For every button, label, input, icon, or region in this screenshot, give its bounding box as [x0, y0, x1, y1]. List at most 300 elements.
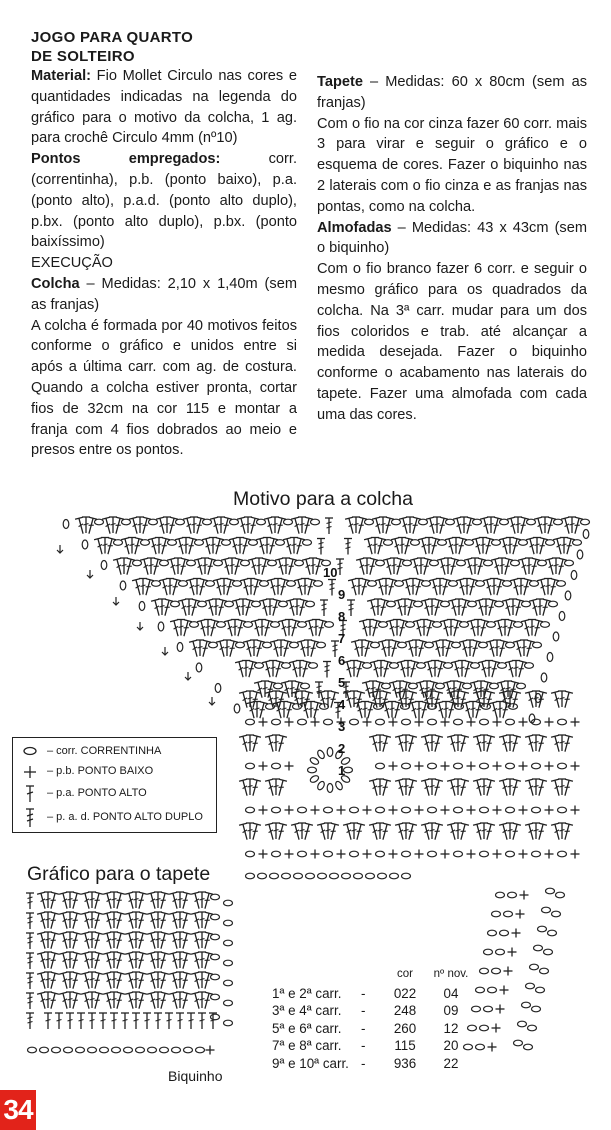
plus-stitch-icon — [285, 762, 294, 771]
page-number-badge: 34 — [0, 1090, 36, 1130]
pontos-label: Pontos empregados: — [31, 151, 221, 168]
row-dash: - — [361, 1038, 366, 1053]
dc-stitch-icon — [494, 620, 506, 638]
chain-stitch-icon — [480, 807, 489, 813]
chain-stitch-icon — [403, 560, 412, 566]
chain-stitch-icon — [28, 1047, 37, 1053]
chain-stitch-icon — [287, 581, 296, 587]
chain-stitch-icon — [538, 560, 547, 566]
plus-stitch-icon — [363, 850, 372, 859]
dc-stitch-icon — [348, 579, 360, 597]
tr-stitch-icon — [323, 662, 331, 678]
chain-stitch-icon — [476, 1044, 485, 1050]
dc-stitch-icon — [405, 640, 417, 658]
chain-stitch-icon — [298, 622, 307, 628]
chain-stitch-icon — [556, 892, 565, 898]
chain-stitch-icon — [411, 540, 420, 546]
execucao-heading: EXECUÇÃO — [31, 255, 113, 272]
chain-stitch-icon — [528, 1025, 537, 1031]
dc-stitch-icon — [178, 599, 190, 617]
dc-stitch-icon — [235, 661, 247, 679]
dc-stitch-icon — [379, 735, 391, 753]
dc-stitch-icon — [447, 823, 459, 841]
dc-stitch-icon — [157, 912, 169, 930]
dc-stitch-icon — [551, 691, 563, 709]
double-crochet-icon — [21, 784, 39, 804]
tr-stitch-icon — [26, 893, 34, 909]
dc-stitch-icon — [81, 992, 93, 1010]
chain-stitch-icon — [215, 684, 221, 693]
chain-stitch-icon — [276, 540, 285, 546]
chain-stitch-icon — [203, 519, 212, 525]
chain-stitch-icon — [506, 807, 515, 813]
chain-stitch-icon — [271, 622, 280, 628]
dc-stitch-icon — [535, 735, 547, 753]
dc-stitch-icon — [367, 599, 379, 617]
dc-stitch-icon — [59, 932, 71, 950]
plus-stitch-icon — [415, 762, 424, 771]
plus-stitch-icon — [311, 718, 320, 727]
dc-stitch-icon — [239, 823, 251, 841]
chain-stitch-icon — [311, 519, 320, 525]
chain-stitch-icon — [376, 560, 385, 566]
dc-stitch-icon — [169, 972, 181, 990]
plus-stitch-icon — [519, 718, 528, 727]
chain-stitch-icon — [465, 540, 474, 546]
row-nov: 20 — [443, 1038, 459, 1053]
dc-stitch-icon — [278, 620, 290, 638]
dc-stitch-icon — [221, 558, 233, 576]
dc-stitch-icon — [294, 579, 306, 597]
chain-stitch-icon — [473, 519, 482, 525]
dc-stitch-icon — [369, 779, 381, 797]
dc-stitch-icon — [379, 823, 391, 841]
plus-stitch-icon — [500, 986, 509, 995]
chain-stitch-icon — [422, 581, 431, 587]
chain-stitch-icon — [552, 911, 561, 917]
dc-stitch-icon — [395, 823, 407, 841]
chain-stitch-icon — [211, 974, 220, 980]
dc-stitch-icon — [175, 538, 187, 556]
chain-stitch-icon — [495, 601, 504, 607]
chain-stitch-icon — [260, 581, 269, 587]
chain-stitch-icon — [301, 683, 310, 689]
chain-stitch-icon — [298, 719, 307, 725]
plus-stitch-icon — [415, 850, 424, 859]
dc-stitch-icon — [351, 640, 363, 658]
chain-stitch-icon — [249, 540, 258, 546]
dc-stitch-icon — [191, 912, 203, 930]
chain-stitch-icon — [258, 873, 267, 879]
chain-stitch-icon — [506, 851, 515, 857]
chain-stitch-icon — [549, 601, 558, 607]
chain-stitch-icon — [480, 968, 489, 974]
dc-stitch-icon — [275, 558, 287, 576]
dc-stitch-icon — [525, 779, 537, 797]
chain-stitch-icon — [506, 719, 515, 725]
chain-stitch-icon — [571, 571, 577, 580]
tr-stitch-icon — [325, 518, 333, 534]
chain-stitch-icon — [428, 763, 437, 769]
chain-stitch-icon — [508, 892, 517, 898]
chain-stitch-icon — [224, 980, 233, 986]
dc-stitch-icon — [151, 599, 163, 617]
legend-text: – p.a. PONTO ALTO — [47, 787, 147, 799]
chain-stitch-icon — [294, 873, 303, 879]
dc-stitch-icon — [402, 579, 414, 597]
dc-stitch-icon — [499, 779, 511, 797]
tapete-crochet-chart — [26, 892, 233, 1055]
chain-stitch-icon — [480, 1025, 489, 1031]
dc-stitch-icon — [169, 912, 181, 930]
chain-stitch-icon — [514, 622, 523, 628]
chain-stitch-icon — [88, 1047, 97, 1053]
plus-stitch-icon — [389, 718, 398, 727]
legend-item-treble — [13, 808, 213, 828]
chain-stitch-icon — [490, 683, 499, 689]
tr-stitch-icon — [344, 539, 352, 555]
chain-stitch-icon — [354, 873, 363, 879]
dc-stitch-icon — [421, 599, 433, 617]
chain-stitch-icon — [546, 540, 555, 546]
dc-stitch-icon — [113, 912, 125, 930]
dc-stitch-icon — [249, 735, 261, 753]
plus-stitch-icon — [571, 762, 580, 771]
dc-stitch-icon — [135, 952, 147, 970]
chain-stitch-icon — [482, 704, 491, 710]
dc-stitch-icon — [499, 735, 511, 753]
chain-stitch-icon — [376, 851, 385, 857]
plus-stitch-icon — [493, 762, 502, 771]
dc-stitch-icon — [47, 892, 59, 910]
dc-stitch-icon — [410, 558, 422, 576]
chain-stitch-icon — [272, 763, 281, 769]
dc-stitch-icon — [191, 932, 203, 950]
chain-stitch-icon — [559, 612, 565, 621]
dc-stitch-icon — [534, 517, 546, 535]
chain-stitch-icon — [272, 807, 281, 813]
dc-stitch-icon — [561, 779, 573, 797]
chain-stitch-icon — [133, 560, 142, 566]
plus-stitch-icon — [441, 850, 450, 859]
dc-stitch-icon — [157, 932, 169, 950]
chain-stitch-icon — [387, 601, 396, 607]
dc-stitch-icon — [561, 691, 573, 709]
chain-stitch-icon — [350, 807, 359, 813]
chain-stitch-icon — [295, 560, 304, 566]
dc-stitch-icon — [135, 992, 147, 1010]
dc-stitch-icon — [103, 912, 115, 930]
dc-stitch-icon — [37, 912, 49, 930]
plus-stitch-icon — [285, 850, 294, 859]
material-text: Fio Mollet Circulo nas cores e quantidades indicadas na legenda do gráfico para o motivo da colcha, 1 ag. para crochê Circulo 4mm (nº10) — [31, 68, 297, 147]
chain-stitch-icon — [398, 642, 407, 648]
dc-stitch-icon — [113, 932, 125, 950]
dc-stitch-icon — [370, 661, 382, 679]
dc-stitch-icon — [345, 517, 357, 535]
dc-stitch-icon — [472, 538, 484, 556]
dc-stitch-icon — [91, 892, 103, 910]
dc-stitch-icon — [383, 558, 395, 576]
chain-stitch-icon — [430, 560, 439, 566]
dc-stitch-icon — [132, 579, 144, 597]
chain-stitch-icon — [374, 704, 383, 710]
chain-stitch-icon — [463, 683, 472, 689]
plus-stitch-icon — [519, 806, 528, 815]
dc-stitch-icon — [69, 952, 81, 970]
dc-stitch-icon — [129, 517, 141, 535]
chain-stitch-icon — [471, 663, 480, 669]
round-number-label: 3 — [338, 719, 346, 734]
row-label: 9ª e 10ª carr. — [272, 1055, 349, 1071]
dc-stitch-icon — [44, 1013, 52, 1029]
chain-stitch-icon — [546, 888, 555, 894]
dc-stitch-icon — [135, 912, 147, 930]
chain-stitch-icon — [484, 949, 493, 955]
plus-stitch-icon — [571, 850, 580, 859]
dc-stitch-icon — [169, 892, 181, 910]
tr-stitch-icon — [347, 600, 355, 616]
colcha-label: Colcha — [31, 275, 80, 292]
dc-stitch-icon — [483, 779, 495, 797]
chain-stitch-icon — [504, 911, 513, 917]
dc-stitch-icon — [413, 620, 425, 638]
dc-stitch-icon — [243, 640, 255, 658]
chain-stitch-icon — [417, 663, 426, 669]
chain-stitch-icon — [76, 1047, 85, 1053]
chain-stitch-icon — [376, 763, 385, 769]
dc-stitch-icon — [459, 640, 471, 658]
dc-stitch-icon — [91, 932, 103, 950]
chain-stitch-icon — [468, 601, 477, 607]
plus-stitch-icon — [519, 762, 528, 771]
arrow-icon — [209, 697, 215, 705]
chain-stitch-icon — [533, 642, 542, 648]
chain-stitch-icon — [324, 719, 333, 725]
dc-stitch-icon — [132, 1013, 140, 1029]
dc-stitch-icon — [362, 681, 374, 699]
chain-stitch-icon — [141, 540, 150, 546]
chain-stitch-icon — [428, 807, 437, 813]
plus-stitch-icon — [571, 806, 580, 815]
chain-stitch-icon — [324, 807, 333, 813]
chain-stitch-icon — [402, 807, 411, 813]
chain-stitch-icon — [522, 1002, 531, 1008]
dc-stitch-icon — [513, 640, 525, 658]
dc-stitch-icon — [113, 972, 125, 990]
chain-stitch-icon — [217, 622, 226, 628]
dc-stitch-icon — [509, 735, 521, 753]
chain-stitch-icon — [548, 930, 557, 936]
chain-stitch-icon — [224, 1020, 233, 1026]
chain-stitch-icon — [327, 748, 333, 757]
dc-stitch-icon — [69, 972, 81, 990]
chain-stitch-icon — [309, 774, 320, 783]
dc-stitch-icon — [521, 620, 533, 638]
dc-stitch-icon — [478, 661, 490, 679]
chain-stitch-icon — [211, 1014, 220, 1020]
row-cor: 260 — [393, 1020, 417, 1036]
dc-stitch-icon — [75, 517, 87, 535]
dc-stitch-icon — [525, 735, 537, 753]
chain-stitch-icon — [298, 851, 307, 857]
dc-stitch-icon — [445, 538, 457, 556]
dc-stitch-icon — [375, 579, 387, 597]
dc-stitch-icon — [191, 972, 203, 990]
plus-stitch-icon — [311, 806, 320, 815]
chain-stitch-icon — [64, 1047, 73, 1053]
dc-stitch-icon — [379, 779, 391, 797]
chain-stitch-icon — [101, 561, 107, 570]
dc-stitch-icon — [275, 735, 287, 753]
dc-stitch-icon — [507, 517, 519, 535]
dc-stitch-icon — [551, 735, 563, 753]
chain-stitch-icon — [317, 642, 326, 648]
plus-stitch-icon — [493, 718, 502, 727]
chain-stitch-icon — [530, 581, 539, 587]
chain-stitch-icon — [40, 1047, 49, 1053]
row-dash: - — [361, 1055, 366, 1071]
dc-stitch-icon — [561, 517, 573, 535]
dc-stitch-icon — [179, 952, 191, 970]
dc-stitch-icon — [426, 517, 438, 535]
chain-stitch-icon — [342, 873, 351, 879]
dc-stitch-icon — [389, 681, 401, 699]
dc-stitch-icon — [156, 517, 168, 535]
dc-stitch-icon — [157, 952, 169, 970]
arrow-icon — [113, 597, 119, 605]
chain-stitch-icon — [527, 519, 536, 525]
chain-stitch-icon — [476, 581, 485, 587]
dc-stitch-icon — [135, 892, 147, 910]
chain-stitch-icon — [514, 1040, 523, 1046]
dc-stitch-icon — [437, 558, 449, 576]
dc-stitch-icon — [283, 538, 295, 556]
plus-stitch-icon — [496, 1005, 505, 1014]
round-number-label: 7 — [338, 631, 346, 646]
dc-stitch-icon — [561, 735, 573, 753]
chain-stitch-icon — [446, 519, 455, 525]
dc-stitch-icon — [239, 735, 251, 753]
chain-stitch-icon — [257, 519, 266, 525]
plus-stitch-icon — [389, 762, 398, 771]
chain-stitch-icon — [530, 964, 539, 970]
dc-stitch-icon — [157, 972, 169, 990]
dc-stitch-icon — [356, 558, 368, 576]
dc-stitch-icon — [262, 661, 274, 679]
chain-stitch-icon — [211, 894, 220, 900]
chain-stitch-icon — [544, 949, 553, 955]
chain-stitch-icon — [402, 719, 411, 725]
chain-stitch-icon — [480, 763, 489, 769]
chain-stitch-icon — [160, 1047, 169, 1053]
dc-stitch-icon — [121, 538, 133, 556]
tr-stitch-icon — [26, 1013, 34, 1029]
chain-stitch-icon — [452, 642, 461, 648]
dc-stitch-icon — [251, 620, 263, 638]
dc-stitch-icon — [505, 661, 517, 679]
dc-stitch-icon — [103, 972, 115, 990]
chain-stitch-icon — [211, 994, 220, 1000]
dc-stitch-icon — [480, 517, 492, 535]
legend-item-single — [13, 762, 213, 782]
chain-stitch-icon — [252, 601, 261, 607]
dc-stitch-icon — [88, 1013, 96, 1029]
dc-stitch-icon — [37, 892, 49, 910]
chain-stitch-icon — [172, 1047, 181, 1053]
dc-stitch-icon — [147, 892, 159, 910]
chain-stitch-icon — [522, 601, 531, 607]
plus-stitch-icon — [259, 850, 268, 859]
chain-stitch-icon — [554, 519, 563, 525]
plus-stitch-icon — [492, 1024, 501, 1033]
chain-stitch-icon — [441, 601, 450, 607]
dc-stitch-icon — [273, 702, 285, 720]
row-nov: 12 — [443, 1020, 459, 1036]
dc-stitch-icon — [275, 823, 287, 841]
dc-stitch-icon — [179, 992, 191, 1010]
dc-stitch-icon — [194, 558, 206, 576]
dc-stitch-icon — [529, 599, 541, 617]
chain-stitch-icon — [306, 601, 315, 607]
dc-stitch-icon — [213, 579, 225, 597]
chain-stitch-icon — [21, 742, 39, 762]
chain-stitch-icon — [272, 719, 281, 725]
chain-stitch-icon — [460, 622, 469, 628]
plus-stitch-icon — [493, 806, 502, 815]
row-label: 5ª e 6ª carr. — [272, 1020, 342, 1036]
row-cor: 936 — [393, 1055, 417, 1071]
chain-stitch-icon — [438, 540, 447, 546]
chain-stitch-icon — [379, 622, 388, 628]
chain-stitch-icon — [246, 873, 255, 879]
chain-stitch-icon — [100, 1047, 109, 1053]
dc-stitch-icon — [197, 620, 209, 638]
dc-stitch-icon — [526, 538, 538, 556]
dc-stitch-icon — [443, 681, 455, 699]
chain-stitch-icon — [376, 719, 385, 725]
dc-stitch-icon — [464, 558, 476, 576]
chain-stitch-icon — [325, 622, 334, 628]
chain-stitch-icon — [316, 749, 325, 760]
dc-stitch-icon — [394, 599, 406, 617]
motif-diagram-title: Motivo para a colcha — [233, 488, 413, 510]
dc-stitch-icon — [37, 992, 49, 1010]
dc-stitch-icon — [379, 691, 391, 709]
dc-stitch-icon — [424, 661, 436, 679]
dc-stitch-icon — [535, 779, 547, 797]
chain-stitch-icon — [365, 519, 374, 525]
chain-stitch-icon — [506, 642, 515, 648]
dc-stitch-icon — [59, 912, 71, 930]
dc-stitch-icon — [405, 735, 417, 753]
dc-stitch-icon — [69, 992, 81, 1010]
chain-stitch-icon — [511, 560, 520, 566]
dc-stitch-icon — [125, 992, 137, 1010]
dc-stitch-icon — [246, 702, 258, 720]
chain-stitch-icon — [136, 1047, 145, 1053]
chain-stitch-icon — [558, 763, 567, 769]
dc-stitch-icon — [265, 691, 277, 709]
tapete-diagram-title: Gráfico para o tapete — [27, 863, 211, 885]
dc-stitch-icon — [301, 823, 313, 841]
dc-stitch-icon — [229, 538, 241, 556]
dc-stitch-icon — [249, 823, 261, 841]
chain-stitch-icon — [384, 540, 393, 546]
plus-stitch-icon — [415, 806, 424, 815]
dc-stitch-icon — [91, 972, 103, 990]
dc-stitch-icon — [343, 823, 355, 841]
